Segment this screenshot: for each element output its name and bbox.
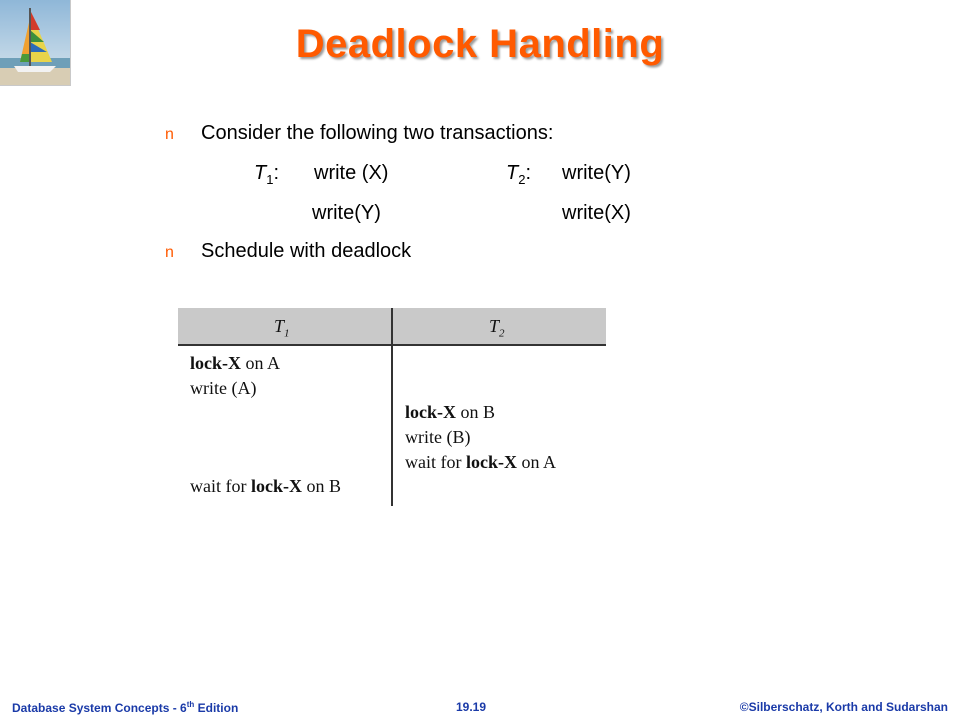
t2-write-x: write(X): [562, 202, 631, 224]
schedule-step-t2-wait: wait for lock-X on A: [405, 452, 556, 472]
schedule-step-t2-write-b: write (B): [405, 427, 471, 447]
bullet-item: [165, 122, 553, 145]
bullet-marker: n: [165, 244, 174, 261]
schedule-table: [178, 308, 606, 506]
schedule-step-t1-write-a: write (A): [190, 378, 257, 398]
t2-write-y: write(Y): [562, 162, 631, 184]
t1-write-y: write(Y): [312, 202, 381, 224]
column-header-t2: $T_2$: [489, 316, 505, 340]
bullet-text: Consider the following two transactions:: [201, 122, 554, 144]
t1-label: $T_1$:: [254, 162, 280, 187]
footer-copyright: ©Silberschatz, Korth and Sudarshan: [739, 700, 948, 714]
t2-label: $T_2$:: [506, 162, 532, 187]
bullet-marker: n: [165, 126, 174, 143]
footer-page-number: 19.19: [456, 700, 487, 714]
bullet-item: [165, 240, 411, 263]
t1-write-x: write (X): [314, 162, 389, 184]
column-divider: [391, 308, 393, 506]
schedule-step-t2-lock-b: lock-X on B: [405, 402, 496, 422]
footer-book-title: Database System Concepts - 6th Edition: [12, 700, 239, 715]
bullet-text: Schedule with deadlock: [201, 240, 412, 262]
column-header-t1: $T_1$: [274, 316, 290, 340]
slide-title: Deadlock Handling: [295, 22, 665, 66]
schedule-step-t1-wait: wait for lock-X on B: [190, 476, 341, 496]
schedule-step-t1-lock-a: lock-X on A: [190, 353, 281, 373]
